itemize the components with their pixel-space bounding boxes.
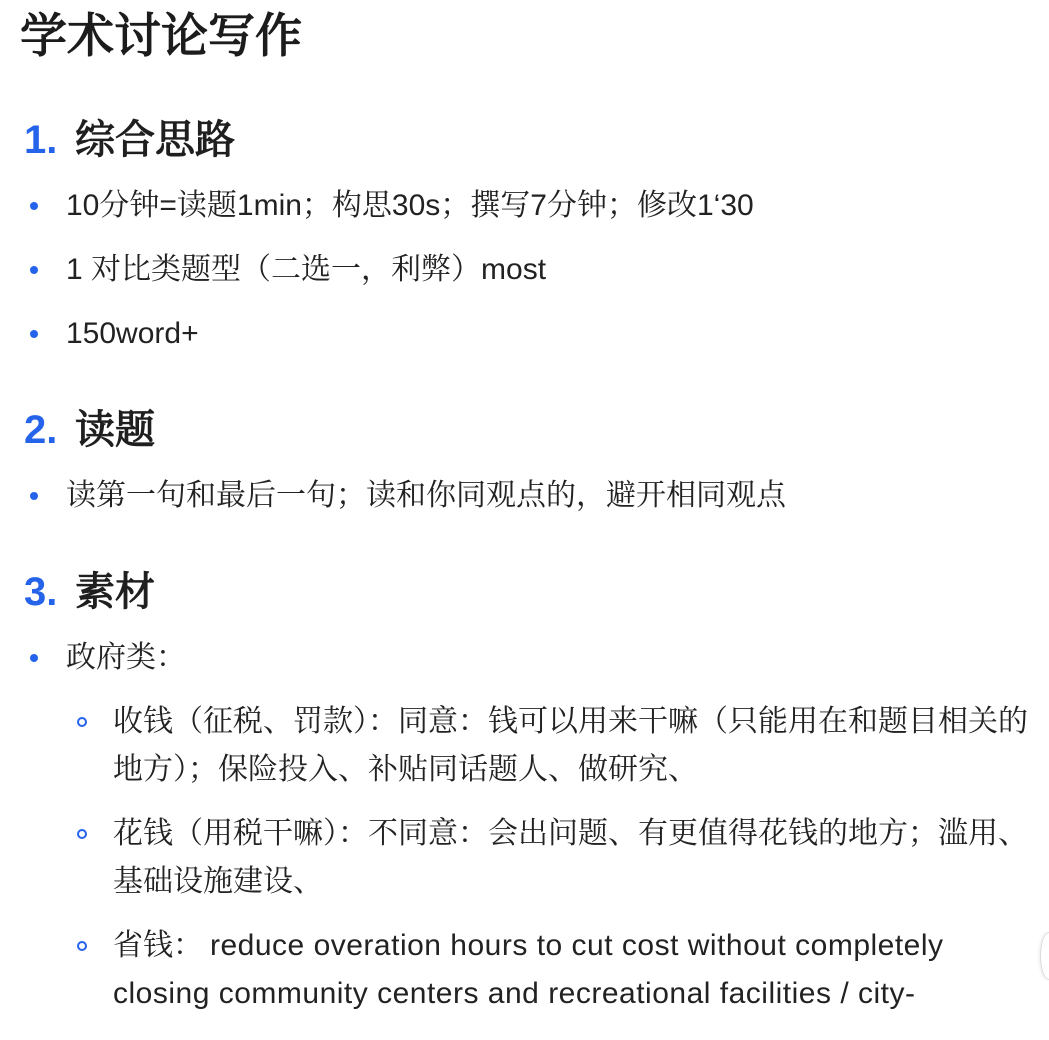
- section-title: 综合思路: [75, 118, 235, 162]
- bullet-icon: [30, 492, 38, 500]
- bullet-list: [0, 472, 1049, 520]
- section-number: 1.: [24, 118, 58, 162]
- bullet-icon: [30, 330, 38, 338]
- list-item: [0, 246, 1049, 294]
- hollow-bullet-icon: [77, 941, 87, 951]
- bullet-list: [0, 634, 1049, 1018]
- sub-item-label: 省钱：: [113, 929, 203, 962]
- sub-item-text: reduce overation hours to cut cost without completely closing community centers and recreational facilities / city-: [113, 929, 944, 1010]
- sub-item-label: 花钱（用税干嘛）：: [113, 817, 368, 850]
- list-item-text: 读第一句和最后一句；读和你同观点的，避开相同观点: [66, 479, 786, 512]
- list-item-text: 150word+: [66, 317, 199, 350]
- sub-item-text: 同意：钱可以用来干嘛（只能用在和题目相关的地方）；保险投入、补贴同话题人、做研究、: [113, 705, 1028, 786]
- sub-item-label: 收钱（征税、罚款）：: [113, 705, 398, 738]
- section-title: 素材: [75, 570, 155, 614]
- sub-list-item: [66, 810, 1046, 906]
- sub-bullet-list: [66, 698, 1046, 1018]
- section-heading-3: [0, 567, 1049, 617]
- sub-item-text: 不同意：会出问题、有更值得花钱的地方；滥用、基础设施建设、: [113, 817, 1028, 898]
- list-item-text: 10分钟=读题1min；构思30s；撰写7分钟；修改1‘30: [66, 189, 754, 222]
- section-title: 读题: [75, 408, 155, 452]
- section-number: 3.: [24, 570, 58, 614]
- bullet-icon: [30, 202, 38, 210]
- list-item: [0, 472, 1049, 520]
- sub-list-item: [66, 698, 1046, 794]
- list-item-text: 1 对比类题型（二选一，利弊）most: [66, 253, 547, 286]
- section-heading-2: [0, 405, 1049, 455]
- list-item: [0, 310, 1049, 358]
- hollow-bullet-icon: [77, 717, 87, 727]
- section-number: 2.: [24, 408, 58, 452]
- list-item: [0, 634, 1049, 1018]
- hollow-bullet-icon: [77, 829, 87, 839]
- sub-list-item: [66, 922, 1046, 1018]
- page-title: 学术讨论写作: [20, 9, 302, 62]
- bullet-icon: [30, 654, 38, 662]
- section-heading-1: [0, 115, 1049, 165]
- list-item: [0, 182, 1049, 230]
- list-item-text: 政府类：: [66, 641, 186, 674]
- bullet-list: [0, 182, 1049, 358]
- bullet-icon: [30, 266, 38, 274]
